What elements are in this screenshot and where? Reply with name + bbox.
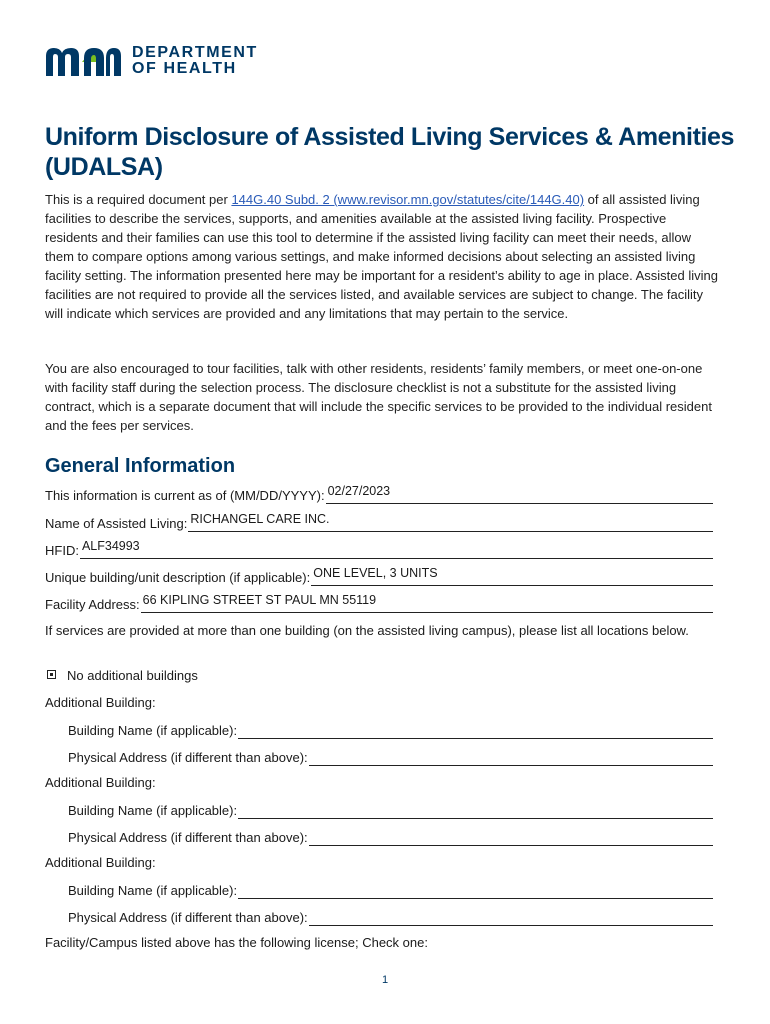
current-as-of-field (45, 484, 713, 504)
additional-building-3-label: Additional Building: (45, 855, 156, 870)
building-2-address-input[interactable] (309, 829, 713, 846)
org-name-line1: DEPARTMENT (132, 44, 258, 61)
building-2-address-field (68, 826, 713, 846)
intro-paragraph-2: You are also encouraged to tour facilities, talk with other residents, residents’ family members, or meet one-on-one with facility staff during the selection process. The disclosure checklist is not a substitute for the assisted living contract, which is a separate document that will include the specific services to be provided to the individual resident and the fees per services. (45, 361, 712, 433)
building-2-name-field (68, 799, 713, 819)
unit-description-value: ONE LEVEL, 3 UNITS (313, 566, 438, 580)
building-3-name-input[interactable] (238, 882, 713, 899)
assisted-living-name-field (45, 512, 713, 532)
checkbox-mark (50, 673, 53, 676)
current-as-of-input[interactable] (326, 484, 713, 504)
additional-building-2-label: Additional Building: (45, 775, 156, 790)
current-as-of-value: 02/27/2023 (327, 484, 391, 498)
hfid-value: ALF34993 (81, 539, 140, 553)
unit-description-label: Unique building/unit description (if applicable): (45, 570, 311, 585)
unit-description-input[interactable] (311, 566, 713, 586)
building-1-name-input[interactable] (238, 722, 713, 739)
building-1-name-field (68, 719, 713, 739)
intro-text-after: of all assisted living facilities to describe the services, supports, and amenities available at the assisted living facility. Prospective residents and their families can use this tool to determine if the assisted living facility can meet their needs, allow them to compare options among various settings, and make informed decisions about selecting an assisted living facility setting. The information presented here may be important for a resident’s ability to age in place. Assisted living facilities are not required to provide all the services listed, and available services are subject to change. The facility will indicate which services are provided and any limitations that may pertain to the service. (45, 192, 718, 321)
facility-address-field (45, 593, 713, 613)
facility-address-value: 66 KIPLING STREET ST PAUL MN 55119 (142, 593, 377, 607)
building-2-name-input[interactable] (238, 802, 713, 819)
mdh-logo (44, 44, 258, 78)
building-name-label: Building Name (if applicable): (68, 803, 238, 818)
building-1-address-input[interactable] (309, 749, 713, 766)
hfid-label: HFID: (45, 543, 79, 558)
building-3-name-field (68, 879, 713, 899)
facility-address-label: Facility Address: (45, 597, 140, 612)
hfid-input[interactable] (80, 539, 713, 559)
multi-building-instructions: If services are provided at more than one building (on the assisted living campus), please list all locations below. (45, 623, 689, 638)
license-instructions: Facility/Campus listed above has the following license; Check one: (45, 935, 428, 950)
assisted-living-name-label: Name of Assisted Living: (45, 516, 188, 531)
org-name (132, 45, 258, 77)
intro-text-before: This is a required document per (45, 192, 232, 207)
intro-paragraph (45, 190, 720, 323)
additional-building-1-label: Additional Building: (45, 695, 156, 710)
hfid-field (45, 539, 713, 559)
no-additional-buildings-label: No additional buildings (67, 668, 198, 683)
physical-address-label: Physical Address (if different than above): (68, 830, 308, 845)
no-additional-buildings-checkbox[interactable] (47, 670, 56, 679)
physical-address-label: Physical Address (if different than above): (68, 750, 308, 765)
building-name-label: Building Name (if applicable): (68, 723, 238, 738)
org-name-line2: OF HEALTH (132, 60, 237, 77)
building-1-address-field (68, 746, 713, 766)
page-number: 1 (381, 974, 389, 986)
current-as-of-label: This information is current as of (MM/DD/YYYY): (45, 488, 325, 503)
physical-address-label: Physical Address (if different than above): (68, 910, 308, 925)
unit-description-field (45, 566, 713, 586)
assisted-living-name-value: RICHANGEL CARE INC. (190, 512, 330, 526)
facility-address-input[interactable] (141, 593, 713, 613)
document-title: Uniform Disclosure of Assisted Living Services & Amenities (UDALSA) (45, 123, 735, 181)
assisted-living-name-input[interactable] (188, 512, 713, 532)
building-3-address-input[interactable] (309, 909, 713, 926)
statute-link[interactable]: 144G.40 Subd. 2 (www.revisor.mn.gov/statutes/cite/144G.40) (231, 192, 585, 207)
section-heading: General Information (45, 455, 236, 477)
mn-logo-icon (44, 44, 122, 78)
building-3-address-field (68, 906, 713, 926)
building-name-label: Building Name (if applicable): (68, 883, 238, 898)
